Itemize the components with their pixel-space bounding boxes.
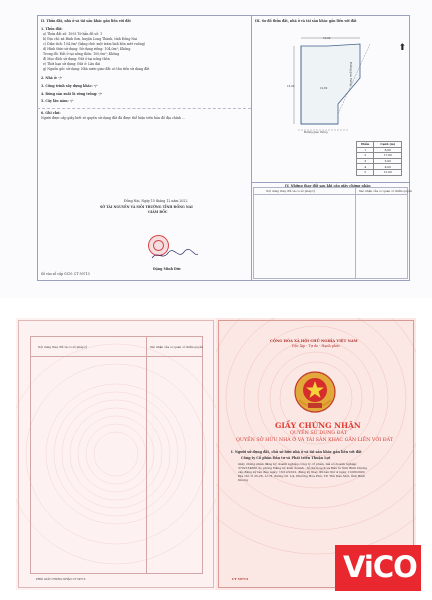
- land-line: b) Địa chỉ: xã Bình Sơn, huyện Long Thành, tỉnh Đồng Nai: [43, 37, 138, 41]
- changes-col-header: Xác nhận của cơ quan có thẩm quyền: [359, 189, 413, 193]
- section-3-title: III. Sơ đồ thửa đất, nhà ở và tài sản khác gắn liền với đất: [255, 19, 357, 23]
- issue-date: Đồng Nai, Ngày 15 tháng 12 năm 2022: [124, 199, 188, 203]
- table-header: Điểm: [357, 142, 374, 148]
- table-cell: 3: [357, 158, 374, 164]
- serial-number: CT 59713: [232, 577, 249, 581]
- changes-col-header: Nội dung thay đổi và cơ sở pháp lý: [266, 189, 316, 193]
- table-cell: 21,00: [374, 169, 402, 175]
- owner-line: Dương: [238, 478, 248, 482]
- column-divider: [251, 15, 252, 281]
- changes-header-line: [253, 194, 408, 195]
- sketch-dim-left: 16,00: [287, 85, 295, 88]
- table-cell: 1: [357, 147, 374, 153]
- land-line: e) Thời hạn sử dụng: Đất ở: Lâu dài: [43, 62, 101, 66]
- republic-motto: Độc lập - Tự do - Hạnh phúc: [292, 344, 341, 348]
- notes-title: 6. Ghi chú:: [41, 111, 61, 115]
- boundary-table: [356, 141, 402, 176]
- section-4-title: IV. Những thay đổi sau khi cấp giấy chứng nhận: [285, 184, 371, 188]
- table-row: [357, 169, 402, 175]
- owner-line: cấp đăng ký lần đầu ngày: 16/12/2012, đăng ký thay đổi lần thứ 4 ngày 11/08/2020: [238, 470, 365, 474]
- construction-line: 3. Công trình xây dựng khác: -/-: [41, 84, 98, 88]
- land-line: đ) Mục đích sử dụng: Đất ở tại nông thôn: [43, 57, 110, 61]
- national-emblem-icon: [293, 370, 337, 414]
- sketch-road-label: Đường giao thông: [304, 131, 328, 134]
- certificate-number: Số vào sổ cấp GCN: CT 59713: [41, 272, 90, 276]
- owner-line: Địa chỉ: Ô 25-26, Lô H, đường D1 Lợi, Phường Hòa Phú, TP. Thủ Dầu Một, tỉnh Bình: [238, 474, 366, 478]
- changes-column-line: [355, 187, 356, 279]
- table-cell: 8,00: [374, 147, 402, 153]
- notes-text: Người được cấp giấy biết rõ quyền sử dụng đất đã được thể hiện trên bản đồ địa chính ...: [41, 116, 186, 120]
- table-cell: 17,00: [374, 153, 402, 159]
- changes-column-line: [146, 336, 147, 574]
- signature-icon: [150, 248, 200, 262]
- blank-serial: PHÔI GIẤY CHỨNG NHẬN CT 59713: [36, 578, 86, 581]
- republic-heading: CỘNG HÒA XÃ HỘI CHỦ NGHĨA VIỆT NAM: [270, 339, 358, 343]
- owner-line: 3702134668 do phòng Đăng ký kinh doanh - Sở Kế hoạch và Đầu tư tỉnh Bình Dương: [238, 466, 368, 470]
- table-cell: 5,00: [374, 158, 402, 164]
- sketch-dim-right: 10,82: [320, 87, 328, 90]
- notes-divider: [37, 108, 251, 109]
- owner-heading: I. Người sử dụng đất, chủ sở hữu nhà ở và tài sản khác gắn liền với đất: [231, 450, 362, 454]
- certificate-subtitle: QUYỀN SỞ HỮU NHÀ Ở VÀ TÀI SẢN KHÁC GẮN LIỀN VỚI ĐẤT: [236, 438, 394, 443]
- land-line: a) Thửa đất số: 1093 Tờ bản đồ số: 1: [43, 32, 103, 36]
- land-line: c) Diện tích: 104,0m² (bằng chữ: một trăm linh bốn mét vuông): [43, 42, 146, 46]
- signer-title: GIÁM ĐỐC: [148, 210, 168, 214]
- certificate-subtitle: QUYỀN SỬ DỤNG ĐẤT: [290, 431, 348, 436]
- section-2-title: II. Thửa đất, nhà ở và tài sản khác gắn liền với đất: [41, 19, 131, 23]
- table-cell: 4: [357, 164, 374, 170]
- changes-col-header: Xác nhận của cơ quan có thẩm quyền: [150, 345, 204, 349]
- table-cell: 4,00: [374, 164, 402, 170]
- land-heading: 1. Thửa đất:: [41, 27, 63, 31]
- changes-col-header: Nội dung thay đổi và cơ sở pháp lý: [38, 345, 88, 349]
- changes-header-line: [30, 356, 203, 357]
- section-divider: [251, 182, 410, 183]
- svg-text:⬆: ⬆: [398, 43, 406, 53]
- brand-logo: ViCO: [343, 550, 417, 584]
- forest-line: 4. Rừng sản xuất là rừng trồng: -/-: [41, 92, 103, 96]
- house-line: 2. Nhà ở: -/-: [41, 76, 63, 80]
- land-line: g) Nguồn gốc sử dụng: Nhà nước giao đất có thu tiền sử dụng đất: [43, 67, 150, 71]
- sketch-dim-top: 10,00: [323, 37, 331, 40]
- table-cell: 2: [357, 153, 374, 159]
- agency-name: SỞ TÀI NGUYÊN VÀ MÔI TRƯỜNG TỈNH ĐỒNG NAI: [100, 205, 193, 209]
- table-cell: 5: [357, 169, 374, 175]
- land-line: d) Hình thức sử dụng: Sử dụng riêng: 104,0m²; Không: [43, 47, 131, 51]
- perennial-line: 5. Cây lâu năm: -/-: [41, 99, 74, 103]
- table-header: Cạnh (m): [374, 142, 402, 148]
- owner-line: Giấy chứng nhận đăng ký doanh nghiệp công ty cổ phần, mã số doanh nghiệp:: [238, 462, 358, 466]
- land-line: Trong đó: Đất ở tại nông thôn: 100,0m²; Không: [43, 52, 120, 56]
- certificate-title: GIẤY CHỨNG NHẬN: [275, 421, 361, 430]
- sketch-side-road: Đường giao thông: [349, 62, 352, 86]
- changes-table: [30, 336, 203, 574]
- changes-table: [253, 187, 408, 279]
- signer-name: Đặng Minh Đức: [153, 267, 182, 271]
- owner-name: Công ty Cổ phần Đầu tư và Phát triển Thuận Lợi: [241, 456, 330, 460]
